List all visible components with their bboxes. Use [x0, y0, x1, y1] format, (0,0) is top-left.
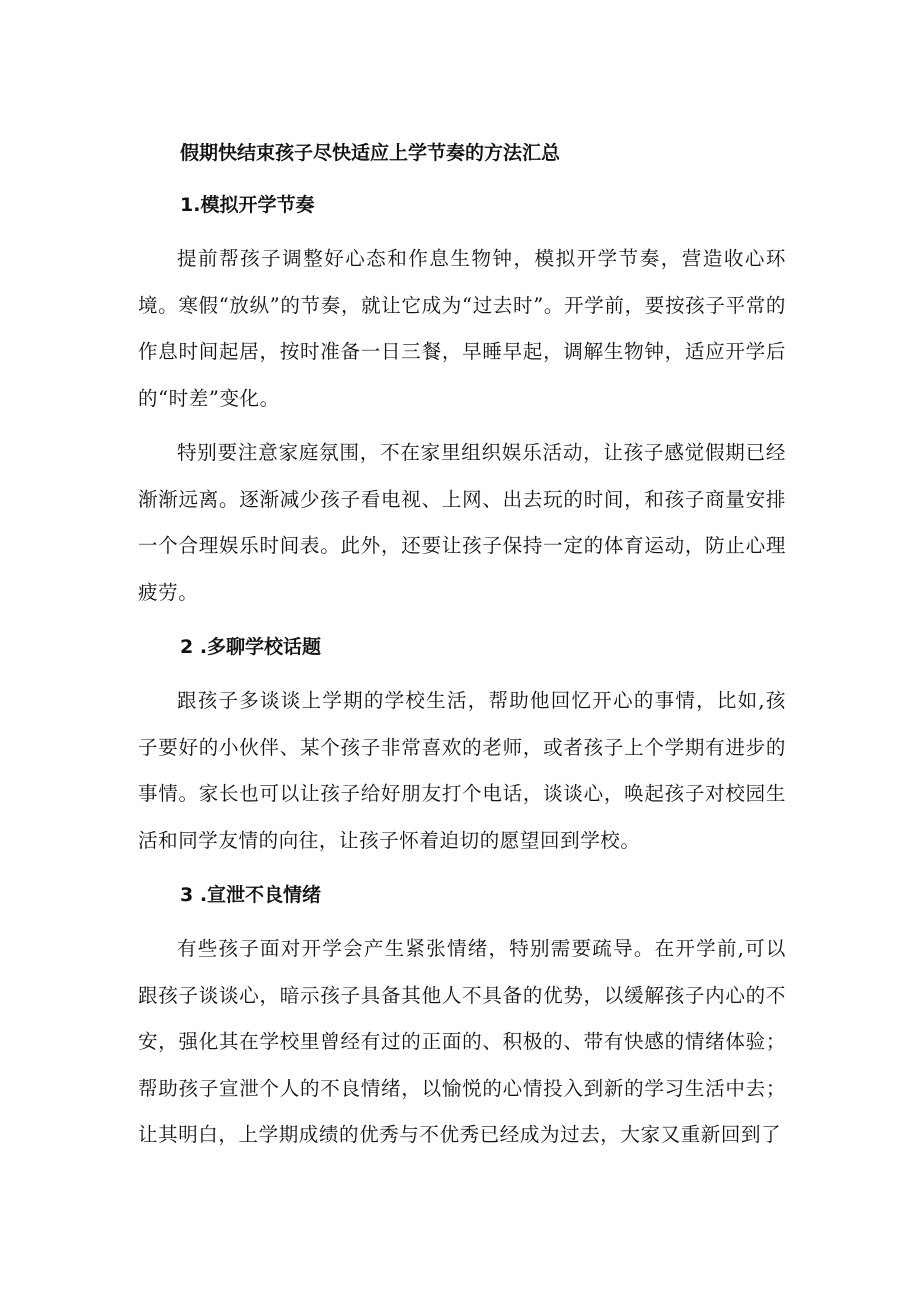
section-heading-1: 1.模拟开学节奏 [180, 194, 315, 216]
section-3-paragraph-1: 有些孩子面对开学会产生紧张情绪，特别需要疏导。在开学前,可以跟孩子谈谈心，暗示孩子具备其他人不具备的优势，以缓解孩子内心的不安，强化其在学校里曾经有过的正面的、积极的、带有快感的情绪体验；帮助孩子宣泄个人的不良情绪，以愉悦的心情投入到新的学习生活中去；让其明白，上学期成绩的优秀与不优秀已经成为过去，大家又重新回到了 [138, 937, 786, 1146]
section-heading-2: 2 .多聊学校话题 [180, 636, 322, 658]
document-title: 假期快结束孩子尽快适应上学节奏的方法汇总 [180, 142, 561, 164]
document-body [138, 130, 786, 1159]
section-2-paragraph-1: 跟孩子多谈谈上学期的学校生活，帮助他回忆开心的事情，比如,孩子要好的小伙伴、某个孩子非常喜欢的老师，或者孩子上个学期有进步的事情。家长也可以让孩子给好朋友打个电话，谈谈心，唤起孩子对校园生活和同学友情的向往，让孩子怀着迫切的愿望回到学校。 [138, 689, 786, 852]
section-1-paragraph-1: 提前帮孩子调整好心态和作息生物钟，模拟开学节奏，营造收心环境。寒假“放纵”的节奏，就让它成为“过去时”。开学前，要按孩子平常的作息时间起居，按时准备一日三餐，早睡早起，调解生物钟，适应开学后的“时差”变化。 [138, 247, 786, 410]
section-heading-3: 3 .宣泄不良情绪 [180, 884, 322, 906]
section-1-paragraph-2: 特别要注意家庭氛围，不在家里组织娱乐活动，让孩子感觉假期已经渐渐远离。逐渐减少孩子看电视、上网、出去玩的时间，和孩子商量安排一个合理娱乐时间表。此外，还要让孩子保持一定的体育运动，防止心理疲劳。 [138, 441, 786, 604]
